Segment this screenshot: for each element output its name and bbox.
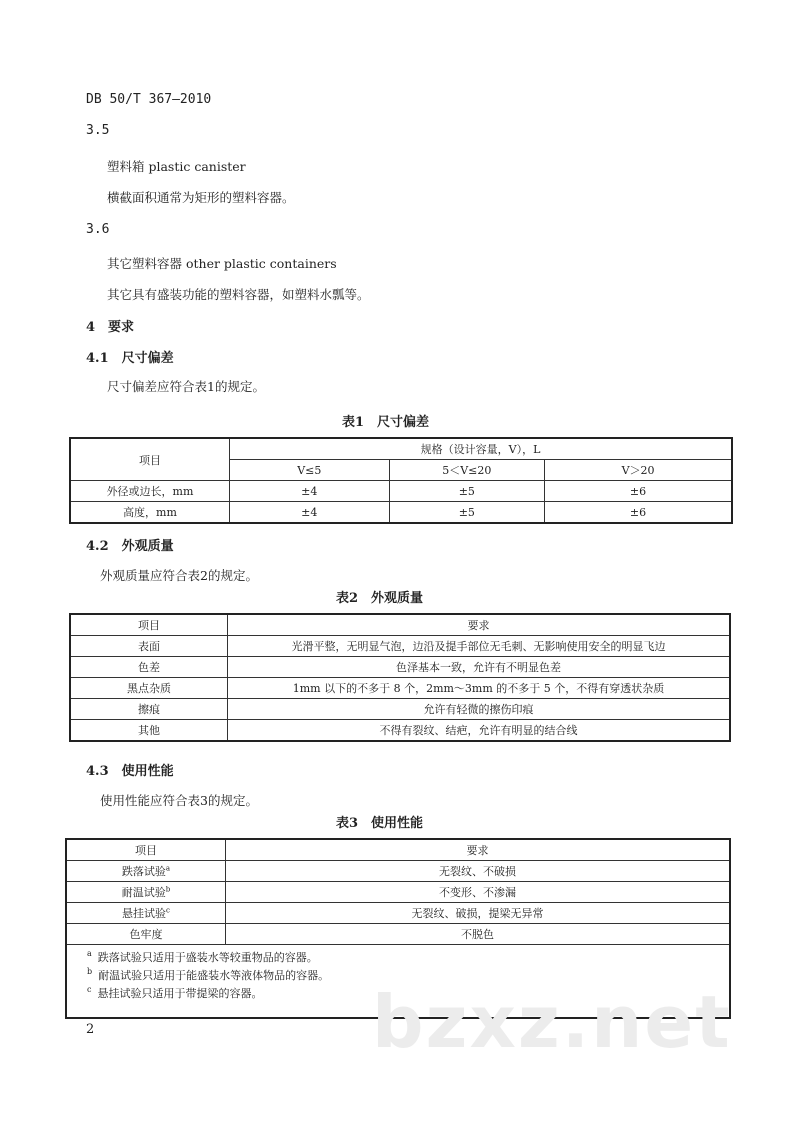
section-4-heading: 4 要求	[86, 320, 135, 335]
table-1-cell: ±4	[230, 502, 390, 524]
table-1-row-label: 高度，mm	[70, 502, 230, 524]
table-2-item-header: 项目	[70, 614, 228, 636]
table-3-requirement: 不变形、不渗漏	[226, 882, 730, 903]
footnote-mark: a	[165, 864, 171, 873]
table-2-requirement-header: 要求	[228, 614, 730, 636]
table-2-row-label: 其他	[70, 720, 228, 742]
table-3-row-label-text: 悬挂试验	[122, 907, 167, 920]
table-3-row-label	[66, 861, 226, 882]
table-2-requirement: 色泽基本一致，允许有不明显色差	[228, 657, 730, 678]
section-4-3-heading: 4.3 使用性能	[86, 764, 174, 779]
clause-3-6-term: 其它塑料容器 other plastic containers	[107, 256, 337, 271]
table-3-item-header: 项目	[66, 839, 226, 861]
footnote-text: 跌落试验只适用于盛装水等较重物品的容器。	[97, 951, 318, 964]
footnote-text: 耐温试验只适用于能盛装水等液体物品的容器。	[98, 969, 330, 982]
section-4-3-text: 使用性能应符合表3的规定。	[100, 793, 258, 808]
table-2-requirement: 光滑平整，无明显气泡，边沿及提手部位无毛刺、无影响使用安全的明显飞边	[228, 636, 730, 657]
table-2-caption: 表2 外观质量	[336, 591, 424, 606]
table-1-cell: ±6	[545, 502, 732, 524]
table-1	[69, 437, 733, 524]
section-4-2-text: 外观质量应符合表2的规定。	[100, 568, 258, 583]
footnote-text: 悬挂试验只适用于带提梁的容器。	[97, 987, 263, 1000]
clause-3-6-number: 3.6	[86, 222, 110, 237]
table-3-requirement: 不脱色	[226, 924, 730, 945]
table-2-requirement: 允许有轻微的擦伤印痕	[228, 699, 730, 720]
footnote-mark: a	[87, 949, 92, 958]
table-1-cell: ±5	[389, 502, 545, 524]
table-1-row-label: 外径或边长，mm	[70, 481, 230, 502]
footnote	[87, 949, 729, 967]
table-3-row-label-text: 耐温试验	[121, 886, 166, 899]
table-2-row-label: 表面	[70, 636, 228, 657]
table-3-requirement: 无裂纹、破损，提梁无异常	[226, 903, 730, 924]
table-3-row-label-text: 跌落试验	[121, 865, 166, 878]
page-number: 2	[86, 1022, 95, 1037]
footnote-mark: c	[166, 906, 170, 915]
table-3-requirement: 无裂纹、不破损	[226, 861, 730, 882]
table-3-row-label	[66, 882, 226, 903]
table-3-row-label	[66, 903, 226, 924]
table-1-cell: ±5	[389, 481, 545, 502]
watermark: bzxz.net	[372, 980, 732, 1064]
clause-3-5-definition: 横截面积通常为矩形的塑料容器。	[107, 190, 295, 205]
table-2-row-label: 黑点杂质	[70, 678, 228, 699]
table-3-row-label: 色牢度	[66, 924, 226, 945]
section-4-1-text: 尺寸偏差应符合表1的规定。	[107, 379, 265, 394]
footnote-mark: b	[165, 885, 171, 894]
table-1-spec-header: 规格（设计容量，V），L	[230, 438, 732, 460]
table-1-cell: ±6	[545, 481, 732, 502]
table-1-subheader: V≤5	[230, 460, 390, 481]
footnote-mark: c	[87, 985, 92, 994]
table-3-requirement-header: 要求	[226, 839, 730, 861]
table-3-caption: 表3 使用性能	[336, 816, 424, 831]
footnote-mark: b	[87, 967, 93, 976]
table-2-row-label: 色差	[70, 657, 228, 678]
section-4-2-heading: 4.2 外观质量	[86, 539, 174, 554]
clause-3-5-term: 塑料箱 plastic canister	[107, 159, 246, 174]
table-2-requirement: 1mm 以下的不多于 8 个，2mm～3mm 的不多于 5 个，不得有穿透状杂质	[228, 678, 730, 699]
table-1-cell: ±4	[230, 481, 390, 502]
table-1-subheader: V＞20	[545, 460, 732, 481]
table-2-requirement: 不得有裂纹、结疤，允许有明显的结合线	[228, 720, 730, 742]
clause-3-5-number: 3.5	[86, 123, 110, 138]
document-code: DB 50/T 367—2010	[86, 92, 212, 107]
section-4-1-heading: 4.1 尺寸偏差	[86, 351, 174, 366]
table-2-row-label: 擦痕	[70, 699, 228, 720]
table-1-item-header: 项目	[70, 438, 230, 481]
clause-3-6-definition: 其它具有盛装功能的塑料容器，如塑料水瓢等。	[107, 287, 370, 302]
table-2	[69, 613, 731, 742]
table-1-subheader: 5＜V≤20	[389, 460, 545, 481]
table-1-caption: 表1 尺寸偏差	[342, 415, 430, 430]
